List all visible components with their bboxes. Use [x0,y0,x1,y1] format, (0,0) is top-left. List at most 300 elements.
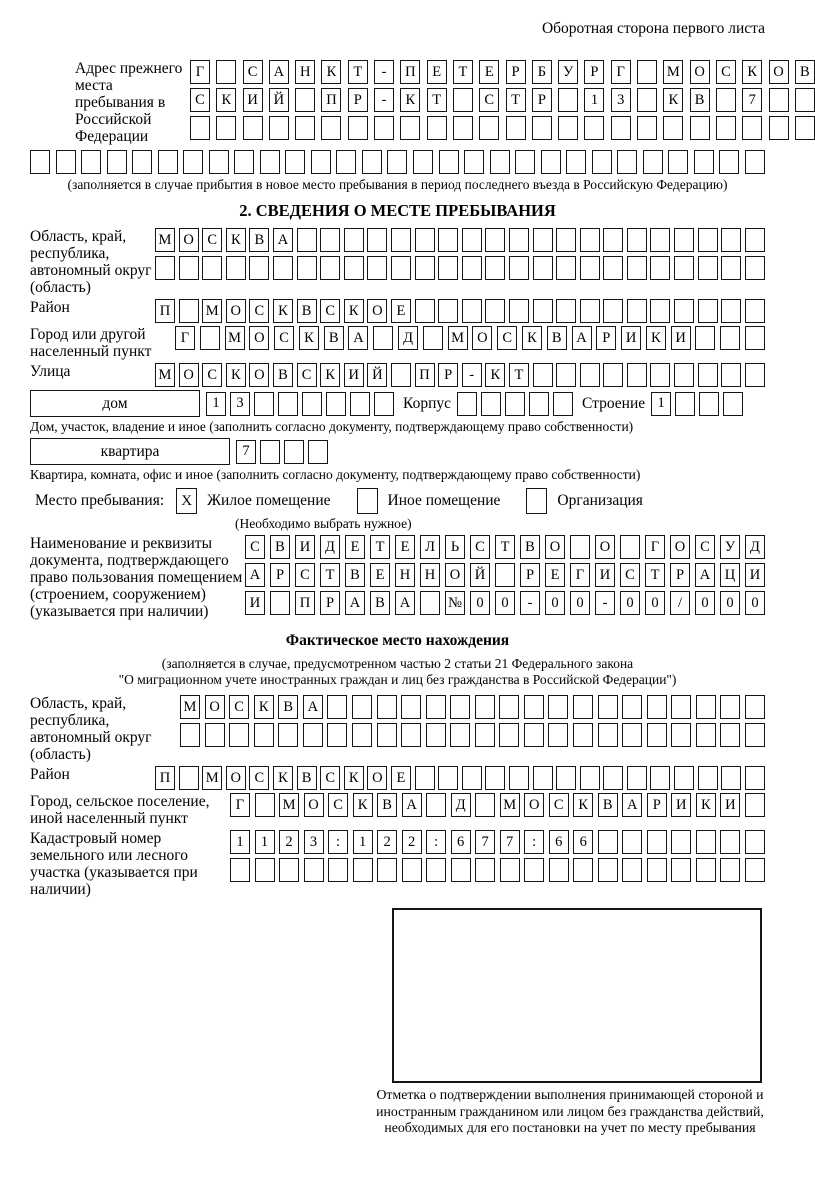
char-cell [620,535,640,559]
char-cell: Р [348,88,368,112]
char-cell [674,363,694,387]
char-cell [269,116,289,140]
char-cell: К [742,60,762,84]
char-cell: 3 [230,392,250,416]
char-cell [723,392,743,416]
char-cell [209,150,229,174]
char-cell [650,299,670,323]
char-cell: П [400,60,420,84]
actual-region-row-1[interactable] [180,695,765,719]
organization-checkbox[interactable] [526,488,547,514]
char-cell [234,150,254,174]
char-cell [450,723,470,747]
char-cell [202,256,222,280]
char-cell [627,299,647,323]
char-cell [719,150,739,174]
char-cell [558,88,578,112]
actual-city-label: Город, сельское поселение, иной населенный пункт [30,793,210,827]
char-cell: Ц [720,563,740,587]
char-cell [260,150,280,174]
korpus-field[interactable] [457,392,573,416]
char-cell [696,858,716,882]
char-cell [279,858,299,882]
char-cell: В [377,793,397,817]
char-cell [721,363,741,387]
page-side-note: Оборотная сторона первого листа [541,20,765,37]
char-cell [321,116,341,140]
char-cell: К [273,299,293,323]
char-cell [255,858,275,882]
actual-region-field [30,695,765,763]
char-cell: Д [398,326,418,350]
char-cell: И [243,88,263,112]
char-cell [462,299,482,323]
char-cell [30,150,50,174]
char-cell: Г [175,326,195,350]
char-cell: Е [391,766,411,790]
house-number-field[interactable] [206,392,394,416]
char-cell [721,299,741,323]
region-row-1[interactable] [155,228,765,252]
char-cell [499,695,519,719]
char-cell: 0 [745,591,765,615]
char-cell: И [671,326,691,350]
char-cell [603,363,623,387]
char-cell [720,723,740,747]
char-cell [311,150,331,174]
char-cell [650,766,670,790]
char-cell [350,392,370,416]
char-cell: К [485,363,505,387]
residential-option-label: Жилое помещение [207,492,331,509]
char-cell [328,858,348,882]
char-cell: И [720,793,740,817]
char-cell: Р [506,60,526,84]
char-cell: В [795,60,815,84]
street-label: Улица [30,363,71,380]
confirmation-note: Отметка о подтверждении выполнения принимающей стороной и иностранным гражданином или лицом без гражданства действий, необходимых для его постановки на учет по месту пребывания [376,1087,764,1135]
char-cell: Е [391,299,411,323]
char-cell: 7 [742,88,762,112]
char-cell: С [190,88,210,112]
char-cell [556,766,576,790]
char-cell: 1 [651,392,671,416]
char-cell [179,299,199,323]
char-cell [132,150,152,174]
region-field [30,228,765,296]
char-cell [622,723,642,747]
char-cell [580,228,600,252]
house-row [30,390,765,417]
char-cell: 1 [230,830,250,854]
residential-checkbox[interactable]: X [176,488,197,514]
char-cell [533,256,553,280]
char-cell [391,363,411,387]
char-cell [462,228,482,252]
stroenie-label: Строение [582,394,646,412]
apartment-number-field[interactable] [236,440,328,464]
char-cell: Р [520,563,540,587]
char-cell [647,830,667,854]
char-cell [401,723,421,747]
char-cell: О [179,228,199,252]
char-cell [506,116,526,140]
char-cell [260,440,280,464]
char-cell [580,299,600,323]
char-cell [270,591,290,615]
char-cell [273,256,293,280]
char-cell: В [273,363,293,387]
char-cell: В [370,591,390,615]
char-cell [420,591,440,615]
char-cell: Л [420,535,440,559]
char-cell [556,228,576,252]
char-cell [200,326,220,350]
char-cell: С [716,60,736,84]
char-cell [541,150,561,174]
char-cell: К [344,766,364,790]
char-cell: 0 [570,591,590,615]
char-cell: М [279,793,299,817]
char-cell [674,228,694,252]
char-cell: С [620,563,640,587]
char-cell [438,766,458,790]
char-cell: Г [190,60,210,84]
char-cell: № [445,591,465,615]
char-cell [438,256,458,280]
actual-district-label: Район [30,766,70,783]
char-cell: Е [395,535,415,559]
char-cell [451,858,471,882]
char-cell: С [295,563,315,587]
char-cell [553,392,573,416]
document-field [30,535,765,620]
char-cell: - [462,363,482,387]
house-type-box[interactable]: дом [30,390,200,417]
actual-city-field [30,793,765,827]
char-cell: О [205,695,225,719]
char-cell: - [595,591,615,615]
char-cell [532,116,552,140]
document-row-2[interactable] [245,563,765,587]
city-label: Город или другой населенный пункт [30,326,152,360]
char-cell [696,695,716,719]
char-cell [155,256,175,280]
char-cell [413,150,433,174]
char-cell: 7 [500,830,520,854]
street-field [30,363,765,387]
char-cell: П [321,88,341,112]
char-cell [216,116,236,140]
char-cell: К [573,793,593,817]
char-cell [622,695,642,719]
char-cell: М [202,299,222,323]
char-cell [556,363,576,387]
char-cell [509,228,529,252]
char-cell: Н [295,60,315,84]
char-cell: А [303,695,323,719]
stay-type-label: Место пребывания: [35,492,165,509]
char-cell: У [720,535,740,559]
char-cell: Й [367,363,387,387]
char-cell [795,88,815,112]
char-cell [423,326,443,350]
actual-region-row-2[interactable] [180,723,765,747]
char-cell [438,299,458,323]
char-cell [598,830,618,854]
char-cell [285,150,305,174]
char-cell [374,392,394,416]
char-cell: Д [745,535,765,559]
char-cell [427,116,447,140]
char-cell: М [180,695,200,719]
char-cell [745,858,765,882]
district-label: Район [30,299,70,316]
char-cell: С [328,793,348,817]
char-cell [295,116,315,140]
char-cell: 0 [645,591,665,615]
char-cell [297,228,317,252]
char-cell: Т [509,363,529,387]
char-cell: 3 [304,830,324,854]
char-cell [475,723,495,747]
char-cell: 0 [620,591,640,615]
char-cell [362,150,382,174]
char-cell: А [622,793,642,817]
char-cell [278,723,298,747]
char-cell: Б [532,60,552,84]
char-cell [415,256,435,280]
choose-caption: (Необходимо выбрать нужное) [235,516,412,531]
char-cell [721,228,741,252]
other-premises-checkbox[interactable] [357,488,378,514]
char-cell [671,858,691,882]
char-cell: К [226,228,246,252]
region-row-2[interactable] [155,256,765,280]
char-cell [415,299,435,323]
char-cell: Р [647,793,667,817]
char-cell [500,858,520,882]
char-cell: 0 [470,591,490,615]
char-cell [769,116,789,140]
char-cell [745,256,765,280]
apartment-type-box[interactable]: квартира [30,438,230,465]
char-cell [509,299,529,323]
char-cell: К [344,299,364,323]
char-cell [533,228,553,252]
char-cell [745,695,765,719]
char-cell: 2 [402,830,422,854]
char-cell: / [670,591,690,615]
char-cell [179,766,199,790]
char-cell [377,858,397,882]
char-cell [795,116,815,140]
char-cell: : [524,830,544,854]
char-cell: Г [611,60,631,84]
char-cell: М [500,793,520,817]
char-cell: К [353,793,373,817]
char-cell [745,150,765,174]
char-cell [327,723,347,747]
document-row-3[interactable] [245,591,765,615]
char-cell [352,723,372,747]
char-cell: С [243,60,263,84]
char-cell: О [545,535,565,559]
char-cell [229,723,249,747]
char-cell: А [273,228,293,252]
char-cell [481,392,501,416]
char-cell: Т [453,60,473,84]
char-cell [549,858,569,882]
actual-region-label: Область, край, республика, автономный округ (область) [30,695,152,763]
actual-district-row[interactable] [155,766,765,790]
char-cell [674,766,694,790]
char-cell [573,858,593,882]
char-cell [377,695,397,719]
char-cell: О [304,793,324,817]
char-cell: М [155,363,175,387]
char-cell [548,695,568,719]
char-cell [426,695,446,719]
char-cell [509,256,529,280]
char-cell [674,256,694,280]
char-cell: В [270,535,290,559]
char-cell [297,256,317,280]
char-cell [415,766,435,790]
char-cell: В [690,88,710,112]
char-cell [373,326,393,350]
char-cell [56,150,76,174]
char-cell [402,858,422,882]
char-cell [509,766,529,790]
cadastral-row-1[interactable] [230,830,765,854]
char-cell: Т [427,88,447,112]
char-cell [183,150,203,174]
char-cell: Е [545,563,565,587]
actual-city-row[interactable] [230,793,765,817]
char-cell [548,723,568,747]
prev-address-row-2[interactable] [190,88,815,112]
cadastral-row-2[interactable] [230,858,765,882]
char-cell [352,695,372,719]
prev-address-row-4[interactable] [30,150,765,174]
char-cell [453,88,473,112]
prev-address-row-3[interactable] [190,116,815,140]
char-cell: 2 [377,830,397,854]
char-cell [81,150,101,174]
char-cell [622,830,642,854]
char-cell [529,392,549,416]
char-cell [699,392,719,416]
char-cell [627,228,647,252]
char-cell: 3 [611,88,631,112]
char-cell: И [344,363,364,387]
char-cell [499,723,519,747]
char-cell [570,535,590,559]
char-cell: У [558,60,578,84]
char-cell [603,228,623,252]
char-cell: Р [584,60,604,84]
char-cell [742,116,762,140]
char-cell: О [524,793,544,817]
document-row-1[interactable] [245,535,765,559]
char-cell: С [479,88,499,112]
char-cell [391,256,411,280]
char-cell [556,299,576,323]
char-cell [647,695,667,719]
char-cell [533,363,553,387]
char-cell: Т [645,563,665,587]
char-cell [663,116,683,140]
korpus-label: Корпус [403,394,451,412]
char-cell: 1 [584,88,604,112]
char-cell [671,723,691,747]
char-cell: И [621,326,641,350]
char-cell: С [202,228,222,252]
char-cell [745,299,765,323]
char-cell [745,228,765,252]
char-cell [524,723,544,747]
char-cell [647,723,667,747]
char-cell [230,858,250,882]
char-cell [558,116,578,140]
char-cell [769,88,789,112]
prev-address-row-1[interactable] [190,60,815,84]
char-cell: В [547,326,567,350]
char-cell: Ь [445,535,465,559]
char-cell [592,150,612,174]
char-cell [302,392,322,416]
char-cell: 6 [549,830,569,854]
char-cell [698,256,718,280]
char-cell: М [663,60,683,84]
char-cell: Г [230,793,250,817]
char-cell: И [671,793,691,817]
char-cell [190,116,210,140]
stroenie-field[interactable] [651,392,743,416]
district-row[interactable] [155,299,765,323]
char-cell [603,256,623,280]
char-cell: Р [270,563,290,587]
cadastral-field [30,830,765,898]
char-cell: А [345,591,365,615]
actual-location-caption-1: (заполняется в случае, предусмотренном частью 2 статьи 21 Федерального закона [161,656,634,671]
char-cell [533,299,553,323]
char-cell [637,60,657,84]
char-cell [611,116,631,140]
char-cell: Т [320,563,340,587]
char-cell: П [415,363,435,387]
city-field [30,326,765,360]
city-row[interactable] [175,326,765,350]
char-cell [495,563,515,587]
char-cell [698,299,718,323]
char-cell [533,766,553,790]
stay-type-row [35,488,765,514]
char-cell: Й [269,88,289,112]
char-cell: Е [479,60,499,84]
char-cell [650,228,670,252]
char-cell [457,392,477,416]
char-cell: С [249,299,269,323]
char-cell [475,695,495,719]
char-cell [698,766,718,790]
char-cell: А [572,326,592,350]
char-cell: Г [645,535,665,559]
street-row[interactable] [155,363,765,387]
char-cell: О [367,299,387,323]
char-cell: К [226,363,246,387]
